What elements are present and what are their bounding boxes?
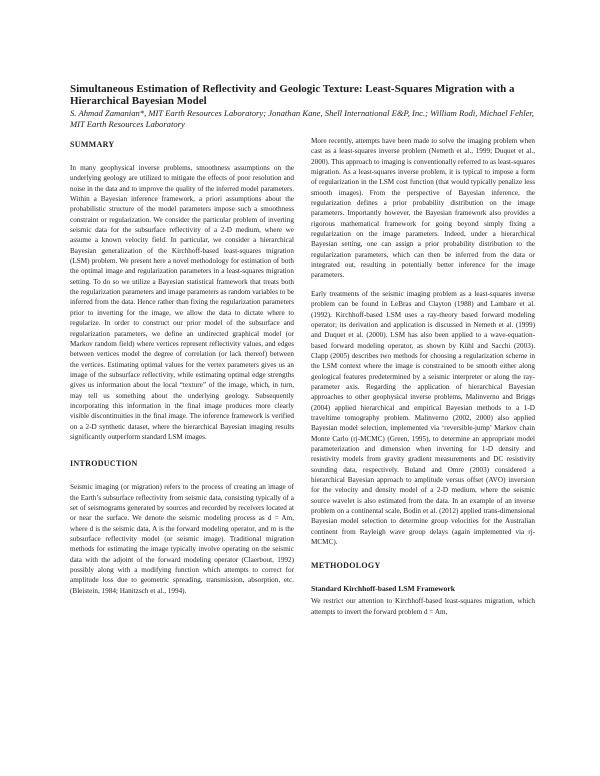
- author-list: S. Ahmad Zamanian*, MIT Earth Resources Laboratory; Jonathan Kane, Shell International E&P, Inc.; William Rodi, Michael Fehler, MIT Earth Resources Laboratory: [70, 108, 534, 129]
- introduction-heading: INTRODUCTION: [70, 459, 138, 469]
- right-column: [311, 136, 535, 617]
- paper-title: Simultaneous Estimation of Reflectivity and Geologic Texture: Least-Squares Migration with a Hierarchical Bayesian Model: [70, 83, 515, 107]
- body-paragraph-2: Early treatments of the seismic imaging problem as a least-squares inverse problem can be found in LeBras and Clayton (1988) and Lambare et al. (1992). Kirchhoff-based LSM uses a ray-theory based forward modeling operator; its derivation and application is discussed in Nemeth et al. (1999) and Duquet et al. (2000). LSM has also been applied to a wave-equation-based forward modeling operator, as shown by Kühl and Sacchi (2003). Clapp (2005) describes two methods for choosing a regularization scheme in the LSM context where the image is constrained to be smooth either along geological features predetermined by a seismic interpreter or along the ray-parameter axis. Regarding the application of hierarchical Bayesian approaches to other geophysical inverse problems, Malinverno and Briggs (2004) applied hierarchical and empirical Bayesian methods to a 1-D traveltime tomography problem. Malinverno (2002, 2000) also applied Bayesian model selection, implemented via ‘reversible-jump’ Markov chain Monte Carlo (rj-MCMC) (Green, 1995), to determine an appropriate model parameterization and dimension when inverting for 1-D density and resistivity models from gravity gradient measurements and DC resistivity sounding data, respectively. Buland and Omre (2003) considered a hierarchical Bayesian approach to amplitude versus offset (AVO) inversion for the velocity and density model of a 2-D medium, where the seismic source wavelet is also estimated from the data. In an example of an inverse problem on a continental scale, Bodin et al. (2012) applied trans-dimensional Bayesian model selection to determine group velocities for the Australian continent from Rayleigh wave group delays (again implemented via rj-MCMC).: [311, 289, 535, 547]
- body-paragraph-1: More recently, attempts have been made to solve the imaging problem when cast as a least-squares inverse problem (Nemeth et al., 1999; Duquet et al., 2000). This approach to imaging is conventionally referred to as least-squares migration. As a least-squares inverse problem, it is typical to impose a form of regularization in the LSM cost function (that would typically penalize less smooth images). From the perspective of Bayesian inference, the regularization defines a prior probability distribution on the image parameters. Importantly however, the Bayesian framework also provides a rigorous mathematical framework for going beyond simply fixing a regularization on the image parameters. Indeed, under a hierarchical Bayesian setting, one can assign a prior probability distribution to the regularization parameters, which can then be inferred from the data or integrated out, resulting in potentially better inference for the image parameters.: [311, 137, 535, 280]
- methodology-heading: METHODOLOGY: [311, 561, 381, 571]
- introduction-paragraph: Seismic imaging (or migration) refers to the process of creating an image of the Earth’s subsurface reflectivity from seismic data, consisting typically of a set of seismograms generated by sources and recorded by receivers located at or near the surface. We denote the seismic modeling process as d = Am, where d is the seismic data, A is the forward modeling operator, and m is the subsurface reflectivity model (or seismic image). Traditional migration methods for estimating the image typically involve operating on the seismic data with the adjoint of the forward modeling operator (Claerbout, 1992) possibly along with a modifying function which attempts to correct for amplitude loss due to geometric spreading, transmission, absorption, etc. (Bleistein, 1984; Hanitzsch et al., 1994).: [70, 483, 294, 595]
- summary-heading: SUMMARY: [70, 140, 115, 149]
- left-column: [70, 140, 294, 596]
- body-paragraph-3: We restrict our attention to Kirchhoff-based least-squares migration, which attempts to invert the forward problem d = Am,: [311, 597, 535, 616]
- summary-paragraph: In many geophysical inverse problems, smoothness assumptions on the underlying geology are utilized to mitigate the effects of poor resolution and noise in the data and to improve the quality of the inferred model parameters. Within a Bayesian inference framework, a priori assumptions about the probabilistic structure of the model parameters impose such a smoothness constraint or regularization. We consider the particular problem of inverting seismic data for the subsurface reflectivity of a 2-D medium, where we assume a known velocity field. In particular, we consider a hierarchical Bayesian generalization of the Kirchhoff-based least-squares migration (LSM) problem. We present here a novel methodology for estimation of both the optimal image and regularization parameters in a least-squares migration setting. To do so we utilize a Bayesian statistical framework that treats both the regularization parameters and image parameters as random variables to be inferred from the data. Hence rather than fixing the regularization parameters prior to inverting for the image, we allow the data to dictate where to regularize. In order to construct our prior model of the subsurface and regularization parameters, we define an undirected graphical model (or Markov random field) where vertices represent reflectivity values, and edges between vertices model the degree of correlation (or lack thereof) between the vertices. Estimating optimal values for the vertex parameters gives us an image of the subsurface reflectivity, while estimating optimal edge strengths gives us information about the local “texture” of the image, which, in turn, may tell us something about the underlying geology. Subsequently incorporating this information in the final image produces more clearly visible discontinuities in the final image. The inference framework is verified on a 2-D synthetic dataset, where the hierarchical Bayesian imaging results significantly outperform standard LSM images.: [70, 164, 294, 441]
- standard-lsm-subheading: Standard Kirchhoff-based LSM Framework: [311, 584, 455, 594]
